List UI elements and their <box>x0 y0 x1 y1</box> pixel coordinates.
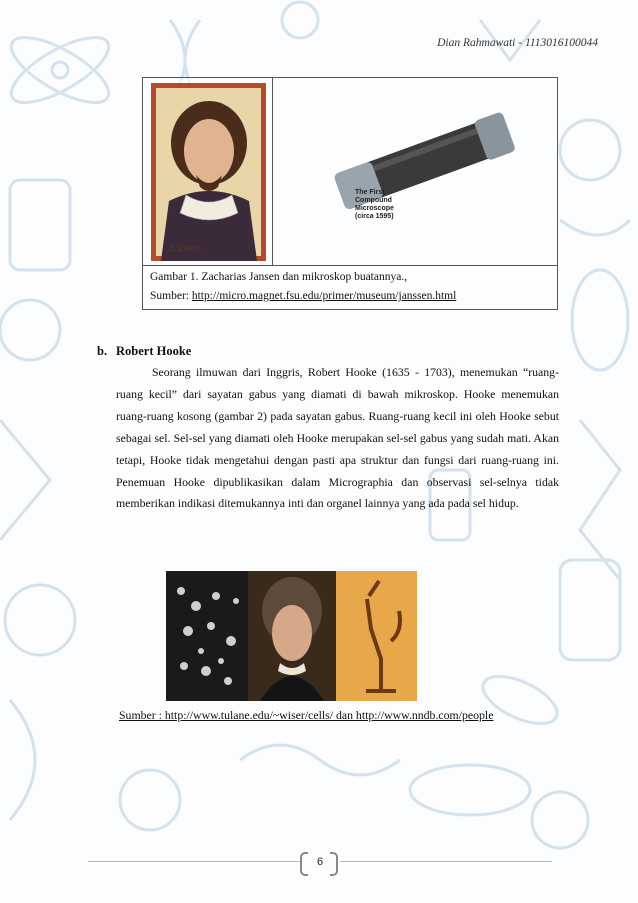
robert-hooke-paragraph: Seorang ilmuwan dari Inggris, Robert Hooke (1635 - 1703), menemukan “ruang-ruang kecil” dari sayatan gabus yang diamati di bawah mikroskop. Hooke menemukan ruang-ruang kosong (gambar 2) pada sayatan gabus. Ruang-ruang kecil ini oleh Hooke sebut sebagai sel. Sel-sel yang diamati oleh Hooke merupakan sel-sel gabus yang sudah mati. Akan tetapi, Hooke tidak mengetahui dengan pasti apa struktur dan fungsi dari ruang-ruang ini. Penemuan Hooke dipublikasikan dalam Micrographia dan observasi sel-selnya tidak memberikan indikasi ditemukannya inti dan organel lainnya yang ada pada sel hidup. <box>116 365 559 511</box>
section-heading-robert-hooke <box>97 344 191 359</box>
figure-2-image <box>166 571 417 701</box>
section-letter: b. <box>97 344 108 358</box>
figure-1-source-prefix: Sumber: <box>150 290 192 302</box>
figure-1-source-link[interactable]: http://micro.magnet.fsu.edu/primer/museum/janssen.html <box>191 290 457 302</box>
footer-rule-right <box>340 861 552 862</box>
figure-1-source <box>150 287 456 306</box>
zacharias-jansen-portrait <box>151 83 266 261</box>
section-title: Robert Hooke <box>116 344 192 358</box>
portrait-label: Z. Zansz. <box>169 244 203 253</box>
figure-1-caption <box>150 268 456 306</box>
microscope-label-4: (circa 1595) <box>355 213 394 220</box>
microscope-label-1: The First <box>355 189 385 196</box>
page-number: 6 <box>316 856 324 868</box>
microscope-label-3: Microscope <box>355 205 394 212</box>
figure-1-caption-text: Gambar 1. Zacharias Jansen dan mikroskop buatannya., <box>150 271 408 283</box>
header-author: Dian Rahmawati - 1113016100044 <box>437 37 598 49</box>
figure-2-source[interactable]: Sumber : http://www.tulane.edu/~wiser/cells/ dan http://www.nndb.com/people <box>119 708 494 722</box>
microscope-label-2: Compound <box>355 197 392 204</box>
compound-microscope-image <box>323 108 523 238</box>
footer-rule-left <box>88 861 300 862</box>
figure-1-table <box>142 77 558 310</box>
